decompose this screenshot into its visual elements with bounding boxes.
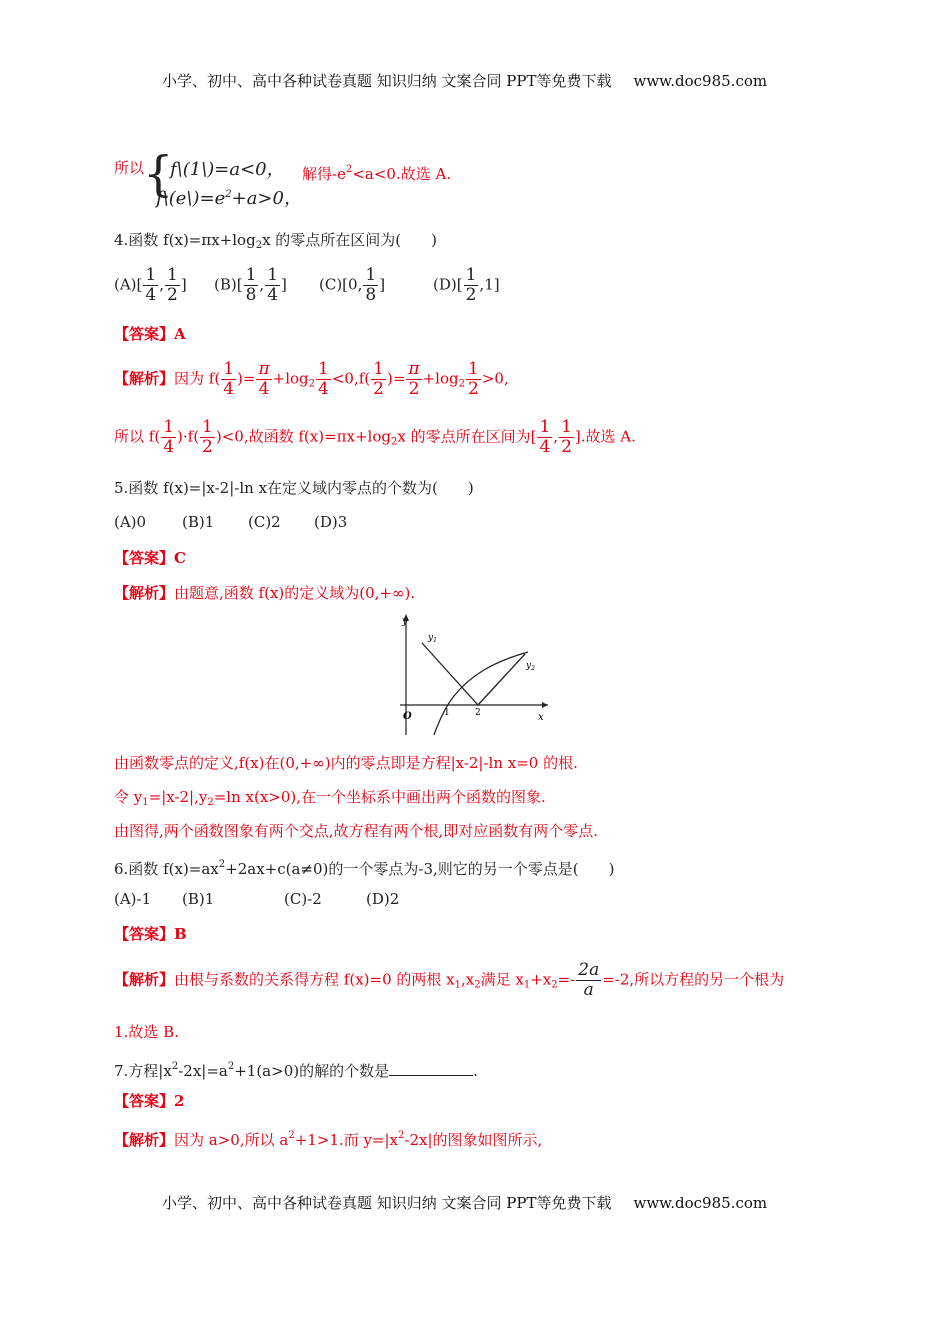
q7-answer: 【答案】2 [114,1092,185,1110]
q6-analysis-2: 1.故选 B. [114,1023,179,1041]
q4-option-b: (B)[ $\frac{1}{8}$ , $\frac{1}{4}$ ] [214,265,287,305]
q3-eq2: $f\backslash(e\backslash)=e^2+a>0$， [156,188,302,209]
footer-text: 小学、初中、高中各种试卷真题 知识归纳 文案合同 PPT等免费下载 [162,1194,612,1212]
tick-1-label: 1 [444,708,450,718]
q5-option-c: (C)2 [248,513,281,531]
x-axis-label: x [538,712,544,723]
q4-option-d: (D)[ $\frac{1}{2}$ ,1] [433,265,500,305]
q5-analysis-3: 令 $y_1=|x-2|,y_2=\ln$ x(x>0),在一个坐标系中画出两个函数的图象. [114,788,546,808]
q4-question: 4.函数 $f(x)=\pi x+\log_2x$ 的零点所在区间为( ) [114,231,437,251]
q6-answer: 【答案】B [114,925,187,943]
header-url: www.doc985.com [633,72,768,90]
q3-prefix: 所以 [114,159,145,177]
q6-option-d: (D)2 [366,890,400,908]
curve-y2-ln [434,652,528,735]
q5-function-graph [392,610,552,740]
y-axis-label: y [402,616,408,627]
q6-option-a: (A)-1 [114,890,152,908]
answer-blank [389,1061,473,1076]
q5-analysis-1: 【解析】由题意,函数 f(x)的定义域为(0,+∞). [114,584,416,602]
q5-option-d: (D)3 [314,513,348,531]
q3-solution: 解得$-e^2<a<0$.故选 A. [302,164,452,183]
page-header [162,70,767,91]
q4-option-c: (C)[0, $\frac{1}{8}$ ] [319,265,386,305]
q7-analysis: 【解析】因为 a>0,所以 $a^2+1>1$.而 $y=|x^2-2x|$的图象如图所示, [114,1130,543,1149]
q6-option-c: (C)-2 [284,890,322,908]
q3-eq1: f\(1\)=a<0， [170,159,285,180]
x-axis-arrow [542,702,548,708]
footer-url: www.doc985.com [633,1194,768,1212]
origin-label: O [403,711,412,722]
q3-brace: { [143,146,174,202]
curve-y1-label: $y_1$ [428,633,437,644]
tick-2-label: 2 [475,708,481,718]
q4-option-a: (A)[ $\frac{1}{4}$ , $\frac{1}{2}$ ] [114,265,187,305]
curve-y1-abs [422,643,525,705]
q5-analysis-2: 由函数零点的定义,f(x)在(0,+∞)内的零点即是方程|x-2|-ln x=0 的根. [114,754,578,772]
q6-analysis-1: 【解析】由根与系数的关系得方程 f(x)=0 的两根 $x_1,x_2$满足 $x_1+x_2=-$ $\frac{2a}{a}$ =-2,所以方程的另一个根为 [114,960,785,1000]
q6-question: 6.函数 $f(x)=ax^2+2ax+c(a\ne 0)$的一个零点为-3,则它的另一个零点是( ) [114,859,615,878]
q5-option-b: (B)1 [182,513,215,531]
q5-analysis-4: 由图得,两个函数图象有两个交点,故方程有两个根,即对应函数有两个零点. [114,822,599,840]
curve-y2-label: $y_2$ [526,661,535,672]
q4-analysis-1: 【解析】因为 f( $\frac{1}{4}$ )= $\frac{\pi}{4}$ $+\log_2$ $\frac{1}{4}$ <0,f( $\frac{1}{2}$ )= $\frac{\pi}{2}$ $+\log_2$ $\frac{1}{2}$ >0, [114,359,509,399]
q4-answer: 【答案】A [114,325,186,343]
q6-option-b: (B)1 [182,890,215,908]
q7-question: 7.方程$|x^2-2x|=a^2+1(a>0)$的解的个数是 . [114,1061,478,1080]
q5-option-a: (A)0 [114,513,147,531]
page-footer [162,1192,767,1213]
q5-question: 5.函数 f(x)=|x-2|-ln x在定义域内零点的个数为( ) [114,479,474,497]
q4-analysis-2: 所以 f( $\frac{1}{4}$ )·f( $\frac{1}{2}$ )<0,故函数 $f(x)=\pi x+\log_2x$ 的零点所在区间为[ $\frac{1}{4}$ , $\frac{1}{2}$ ].故选 A. [114,417,636,457]
q5-answer: 【答案】C [114,549,186,567]
header-text: 小学、初中、高中各种试卷真题 知识归纳 文案合同 PPT等免费下载 [162,72,612,90]
